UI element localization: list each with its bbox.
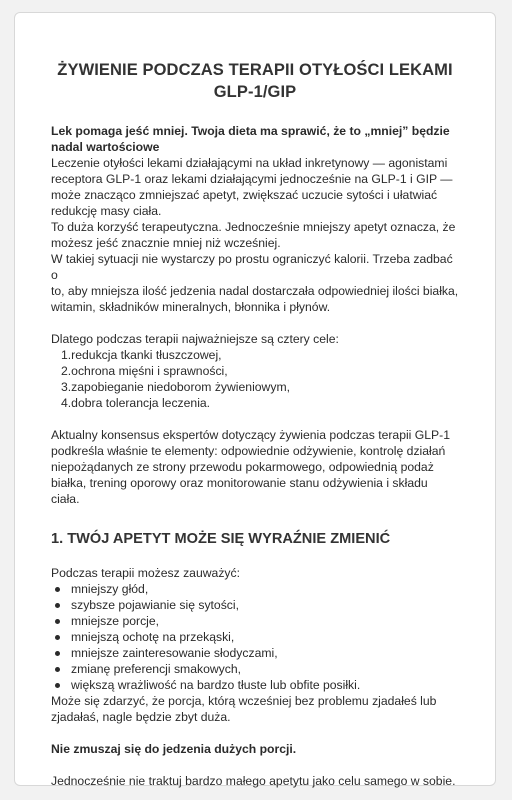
bullet-icon <box>55 683 60 688</box>
goal-text: ochrona mięśni i sprawności, <box>71 364 228 378</box>
list-item <box>51 661 459 677</box>
text-line: W takiej sytuacji nie wystarczy po prostu ograniczyć kalorii. Trzeba zadbać o <box>51 252 453 282</box>
page-title-line: ŻYWIENIE PODCZAS TERAPII OTYŁOŚCI LEKAMI <box>57 61 453 79</box>
final-paragraph: Jednocześnie nie traktuj bardzo małego apetytu jako celu samego w sobie. <box>51 774 456 788</box>
goal-number: 2. <box>61 364 72 378</box>
section-1-heading: 1. TWÓJ APETYT MOŻE SIĘ WYRAŹNIE ZMIENIĆ <box>51 531 391 547</box>
goal-text: zapobieganie niedoborom żywieniowym, <box>71 380 290 394</box>
bullet-icon <box>55 667 60 672</box>
goal-item <box>61 379 459 395</box>
text-line: białka, trening oporowy oraz monitorowanie stanu odżywienia i składu ciała. <box>51 476 428 506</box>
bullet-icon <box>55 587 60 592</box>
consensus-paragraph <box>51 427 459 507</box>
text-line: Może się zdarzyć, że porcja, którą wcześniej bez problemu zjadałeś lub <box>51 694 437 708</box>
goal-text: redukcja tkanki tłuszczowej, <box>71 348 222 362</box>
appetite-changes-list <box>51 581 459 693</box>
document-page <box>14 12 496 786</box>
goal-number: 4. <box>61 396 72 410</box>
text-line: receptora GLP-1 oraz lekami działającymi jednocześnie na GLP-1 i GIP — <box>51 172 453 186</box>
list-item <box>51 613 459 629</box>
list-item-text: mniejsze zainteresowanie słodyczami, <box>71 646 278 660</box>
list-item-text: mniejsze porcje, <box>71 614 160 628</box>
text-line: witamin, składników mineralnych, błonnika i płynów. <box>51 300 331 314</box>
list-item-text: większą wrażliwość na bardzo tłuste lub obfite posiłki. <box>71 678 361 692</box>
section-1-intro: Podczas terapii możesz zauważyć: <box>51 566 240 580</box>
intro-paragraph-3 <box>51 251 459 315</box>
goal-item <box>61 347 459 363</box>
intro-paragraph-1 <box>51 155 459 219</box>
text-line: możesz jeść znacznie mniej niż wcześniej. <box>51 236 281 250</box>
bold-note: Nie zmuszaj się do jedzenia dużych porcji. <box>51 742 297 756</box>
list-item <box>51 581 459 597</box>
page-title-line: GLP-1/GIP <box>213 83 297 101</box>
text-line: Leczenie otyłości lekami działającymi na układ inkretynowy — agonistami <box>51 156 448 170</box>
list-item-text: zmianę preferencji smakowych, <box>71 662 242 676</box>
intro-paragraph-2 <box>51 219 459 251</box>
text-line: To duża korzyść terapeutyczna. Jednocześnie mniejszy apetyt oznacza, że <box>51 220 456 234</box>
list-item-text: mniejszy głód, <box>71 582 149 596</box>
lead-heading-line: nadal wartościowe <box>51 140 160 154</box>
lead-heading-line: Lek pomaga jeść mniej. Twoja dieta ma sprawić, że to „mniej” będzie <box>51 124 450 138</box>
lead-heading <box>51 123 459 155</box>
text-line: zjadałaś, nagle będzie zbyt duża. <box>51 710 231 724</box>
list-item <box>51 645 459 661</box>
text-line: redukcję masy ciała. <box>51 204 162 218</box>
text-line: Aktualny konsensus ekspertów dotyczący żywienia podczas terapii GLP-1 <box>51 428 450 442</box>
list-item <box>51 629 459 645</box>
goal-number: 1. <box>61 348 72 362</box>
text-line: może znacząco zmniejszać apetyt, zwiększać uczucie sytości i ułatwiać <box>51 188 438 202</box>
text-line: to, aby mniejsza ilość jedzenia nadal dostarczała odpowiedniej ilości białka, <box>51 284 459 298</box>
goals-list <box>51 347 459 411</box>
text-line: podkreśla właśnie te elementy: odpowiednie odżywienie, kontrolę działań <box>51 444 446 458</box>
text-line: niepożądanych ze strony przewodu pokarmowego, odpowiednią podaż <box>51 460 434 474</box>
goals-intro: Dlatego podczas terapii najważniejsze są cztery cele: <box>51 332 339 346</box>
list-item <box>51 597 459 613</box>
section-1-after-paragraph <box>51 693 459 725</box>
bullet-icon <box>55 619 60 624</box>
goal-item <box>61 395 459 411</box>
list-item-text: mniejszą ochotę na przekąski, <box>71 630 235 644</box>
goal-text: dobra tolerancja leczenia. <box>71 396 211 410</box>
bullet-icon <box>55 603 60 608</box>
bullet-icon <box>55 651 60 656</box>
bullet-icon <box>55 635 60 640</box>
list-item-text: szybsze pojawianie się sytości, <box>71 598 239 612</box>
goal-number: 3. <box>61 380 72 394</box>
list-item <box>51 677 459 693</box>
page-title <box>51 59 459 103</box>
goal-item <box>61 363 459 379</box>
